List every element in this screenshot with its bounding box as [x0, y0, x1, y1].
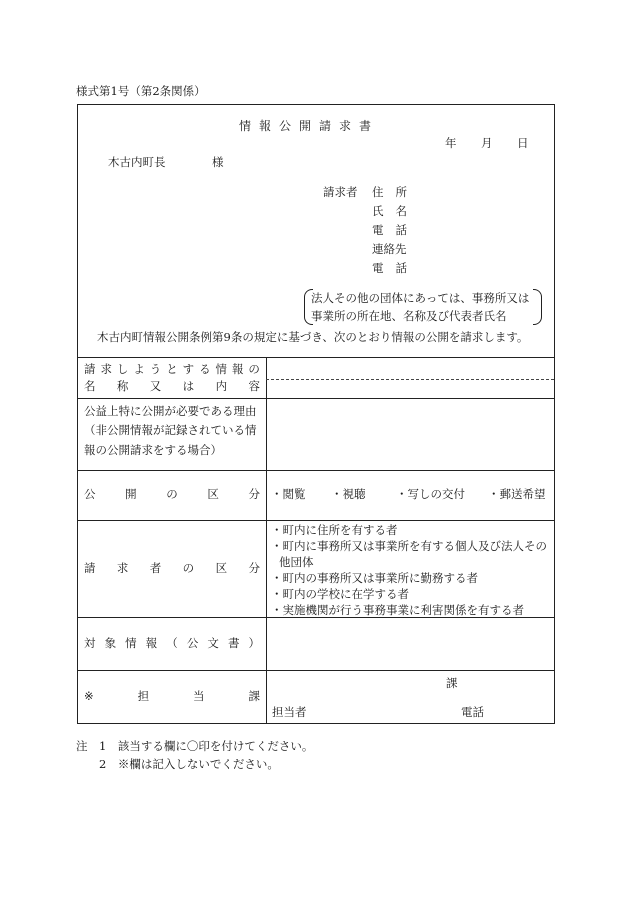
method-option-audio[interactable]: ・視聴 — [331, 487, 366, 501]
request-form — [77, 104, 555, 724]
info-dashed-divider — [266, 379, 554, 380]
requester-type-office[interactable]: ・町内に事務所又は事業所を有する個人及び法人その — [271, 539, 547, 553]
requester-type-resident[interactable]: ・町内に住所を有する者 — [271, 523, 398, 537]
requester-label: 請求者 — [323, 185, 358, 199]
reason-field[interactable] — [272, 405, 552, 463]
requester-tel-label: 電話 — [372, 223, 419, 237]
date-month: 月 — [481, 136, 493, 150]
info-name-field[interactable] — [272, 363, 552, 375]
note-1: 注 1 該当する欄に〇印を付けてください。 — [76, 739, 314, 753]
requester-type-student[interactable]: ・町内の学校に在学する者 — [271, 587, 409, 601]
requester-contact-tel-label: 電話 — [372, 261, 419, 275]
brace-right — [533, 289, 542, 325]
charge-tel-label: 電話 — [461, 705, 484, 719]
reason-label-line1: 公益上特に公開が必要である理由 — [84, 404, 257, 418]
request-intro: 木古内町情報公開条例第9条の規定に基づき、次のとおり情報の公開を請求します。 — [97, 330, 529, 344]
target-field[interactable] — [272, 625, 552, 665]
info-label-line2: 名 称 又 は 内 容 — [84, 379, 260, 393]
requester-type-worker[interactable]: ・町内の事務所又は事業所に勤務する者 — [271, 571, 478, 585]
requester-address-label: 住所 — [372, 185, 419, 199]
info-label-line1: 請 求 し よ う と す る 情 報 の — [84, 362, 260, 376]
requester-type-label: 請 求 者 の 区 分 — [84, 561, 260, 575]
addressee-name: 木古内町長 — [108, 155, 166, 169]
requester-name-label: 氏名 — [372, 204, 419, 218]
charge-ka: 課 — [446, 676, 458, 690]
addressee-honorific: 様 — [212, 155, 224, 169]
requester-contact-label: 連絡先 — [372, 242, 407, 256]
target-label: 対 象 情 報 （ 公 文 書 ） — [84, 636, 260, 650]
charge-label: ※ 担 当 課 — [84, 689, 260, 703]
reason-label-line2: （非公開情報が記録されている情 — [84, 423, 257, 437]
form-title: 情報公開請求書 — [239, 119, 380, 133]
corp-note-line1: 法人その他の団体にあっては、事務所又は — [311, 291, 530, 305]
info-content-field[interactable] — [272, 382, 552, 394]
method-label: 公 開 の 区 分 — [84, 487, 260, 501]
date-year: 年 — [445, 136, 457, 150]
corp-note-line2: 事業所の所在地、名称及び代表者氏名 — [311, 309, 507, 323]
form-number: 様式第1号（第2条関係） — [76, 84, 206, 98]
reason-label-line3: 報の公開請求をする場合） — [84, 443, 222, 457]
note-2: 2 ※欄は記入しないでください。 — [99, 757, 279, 771]
method-option-view[interactable]: ・閲覧 — [271, 487, 306, 501]
method-option-mail[interactable]: ・郵送希望 — [488, 487, 546, 501]
method-option-copy[interactable]: ・写しの交付 — [396, 487, 465, 501]
requester-type-interested[interactable]: ・実施機関が行う事務事業に利害関係を有する者 — [271, 603, 524, 617]
charge-person-label: 担当者 — [272, 705, 307, 719]
date-day: 日 — [517, 136, 529, 150]
requester-type-office-cont: 他団体 — [279, 555, 314, 569]
